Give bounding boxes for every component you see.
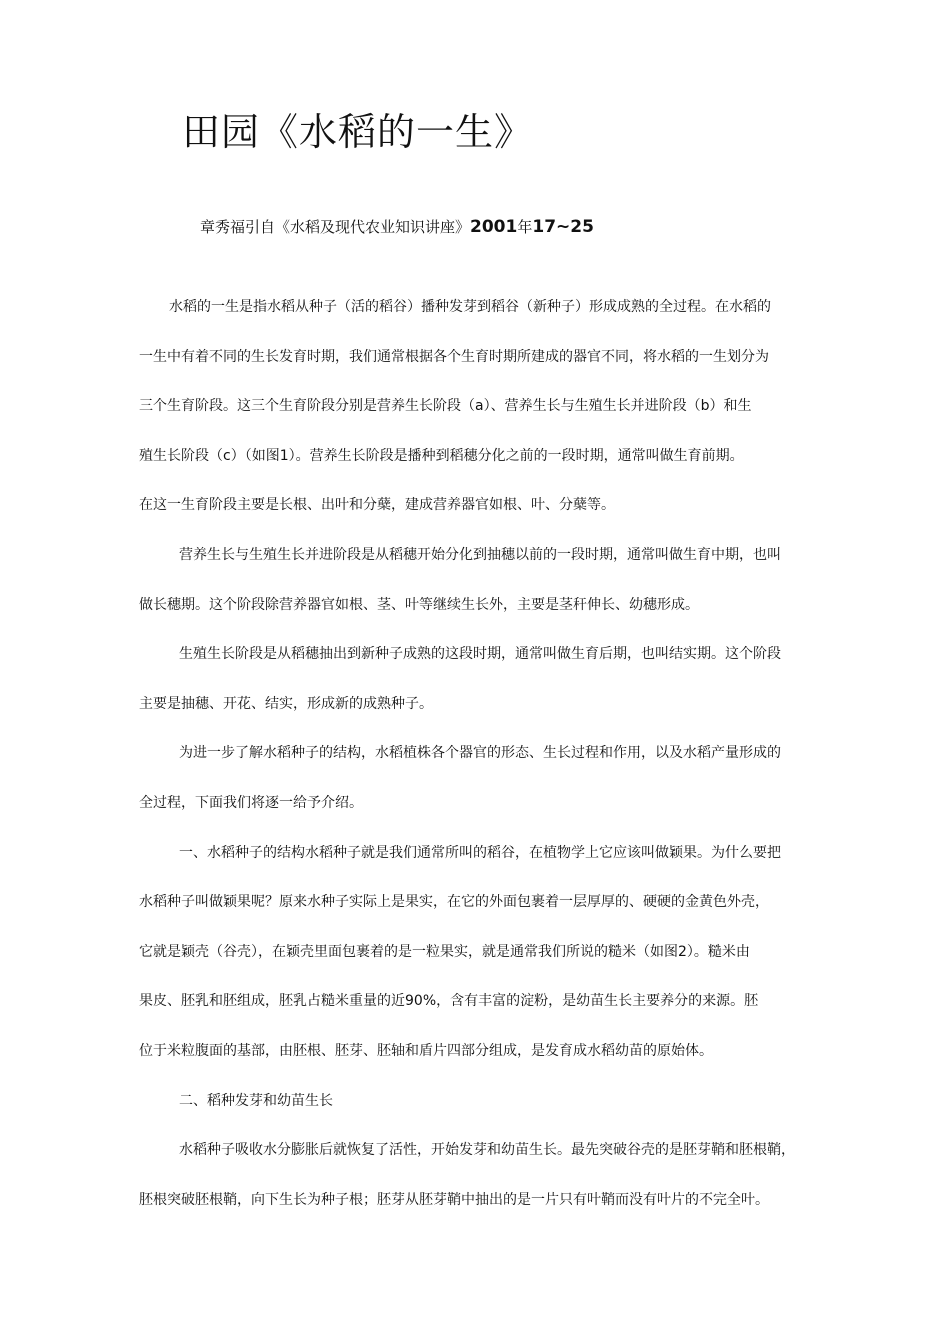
paragraph-introduction-note <box>139 729 829 828</box>
paragraph-line: 做长穗期。这个阶段除营养器官如根、茎、叶等继续生长外，主要是茎秆伸长、幼穗形成。 <box>139 596 699 613</box>
paragraph-line: 位于米粒腹面的基部，由胚根、胚芽、胚轴和盾片四部分组成，是发育成水稻幼苗的原始体。 <box>139 1042 713 1059</box>
paragraph-line: 水稻种子叫做颖果呢？原来水种子实际上是果实，在它的外面包裹着一层厚厚的、硬硬的金黄色外壳， <box>139 894 769 911</box>
paragraph-line: 果皮、胚乳和胚组成，胚乳占糙米重量的近90%，含有丰富的淀粉，是幼苗生长主要养分的来源。胚 <box>139 993 759 1010</box>
paragraph-line: 它就是颖壳（谷壳），在颖壳里面包裹着的是一粒果实，就是通常我们所说的糙米（如图2）。糙米由 <box>139 943 750 960</box>
paragraph-line: 为进一步了解水稻种子的结构，水稻植株各个器官的形态、生长过程和作用，以及水稻产量形成的 <box>179 745 781 762</box>
paragraph-line: 营养生长与生殖生长并进阶段是从稻穗开始分化到抽穗以前的一段时期，通常叫做生育中期，也叫 <box>179 546 781 563</box>
paragraph-line: 水稻的一生是指水稻从种子（活的稻谷）播种发芽到稻谷（新种子）形成成熟的全过程。在水稻的 <box>169 299 771 315</box>
paragraph-line: 水稻种子吸收水分膨胀后就恢复了活性，开始发芽和幼苗生长。最先突破谷壳的是胚芽鞘和胚根鞘， <box>179 1142 795 1159</box>
subtitle-year: 2001 <box>470 217 518 237</box>
paragraph-line: 在这一生育阶段主要是长根、出叶和分蘖，建成营养器官如根、叶、分蘖等。 <box>139 497 615 514</box>
section-heading-germination <box>139 1077 829 1127</box>
paragraph-germination <box>139 1126 829 1225</box>
document-title: 田园《水稻的一生》 <box>182 110 534 154</box>
paragraph-line: 主要是抽穗、开花、结实，形成新的成熟种子。 <box>139 695 433 712</box>
paragraph-middle-stage <box>139 531 829 630</box>
subtitle-year-unit: 年 <box>517 218 533 236</box>
paragraph-line: 全过程，下面我们将逐一给予介绍。 <box>139 794 363 811</box>
paragraph-intro <box>139 283 829 531</box>
subtitle-pages: 17~25 <box>532 217 594 237</box>
paragraph-line: 三个生育阶段。这三个生育阶段分别是营养生长阶段（a）、营养生长与生殖生长并进阶段（b）和生 <box>139 398 752 415</box>
paragraph-seed-structure <box>139 829 829 1077</box>
document-subtitle <box>200 215 594 239</box>
paragraph-line: 一生中有着不同的生长发育时期，我们通常根据各个生育时期所建成的器官不同，将水稻的一生划分为 <box>139 348 769 365</box>
paragraph-line: 殖生长阶段（c）（如图1）。营养生长阶段是播种到稻穗分化之前的一段时期，通常叫做生育前期。 <box>139 447 744 464</box>
document-body <box>139 283 829 1225</box>
paragraph-line: 胚根突破胚根鞘，向下生长为种子根；胚芽从胚芽鞘中抽出的是一片只有叶鞘而没有叶片的不完全叶。 <box>139 1191 769 1208</box>
paragraph-late-stage <box>139 630 829 729</box>
paragraph-line: 一、水稻种子的结构水稻种子就是我们通常所叫的稻谷，在植物学上它应该叫做颖果。为什么要把 <box>179 844 781 861</box>
paragraph-line: 生殖生长阶段是从稻穗抽出到新种子成熟的这段时期，通常叫做生育后期，也叫结实期。这个阶段 <box>179 646 781 663</box>
subtitle-source: 章秀福引自《水稻及现代农业知识讲座》 <box>200 218 471 236</box>
section-heading: 二、稻种发芽和幼苗生长 <box>179 1092 333 1109</box>
